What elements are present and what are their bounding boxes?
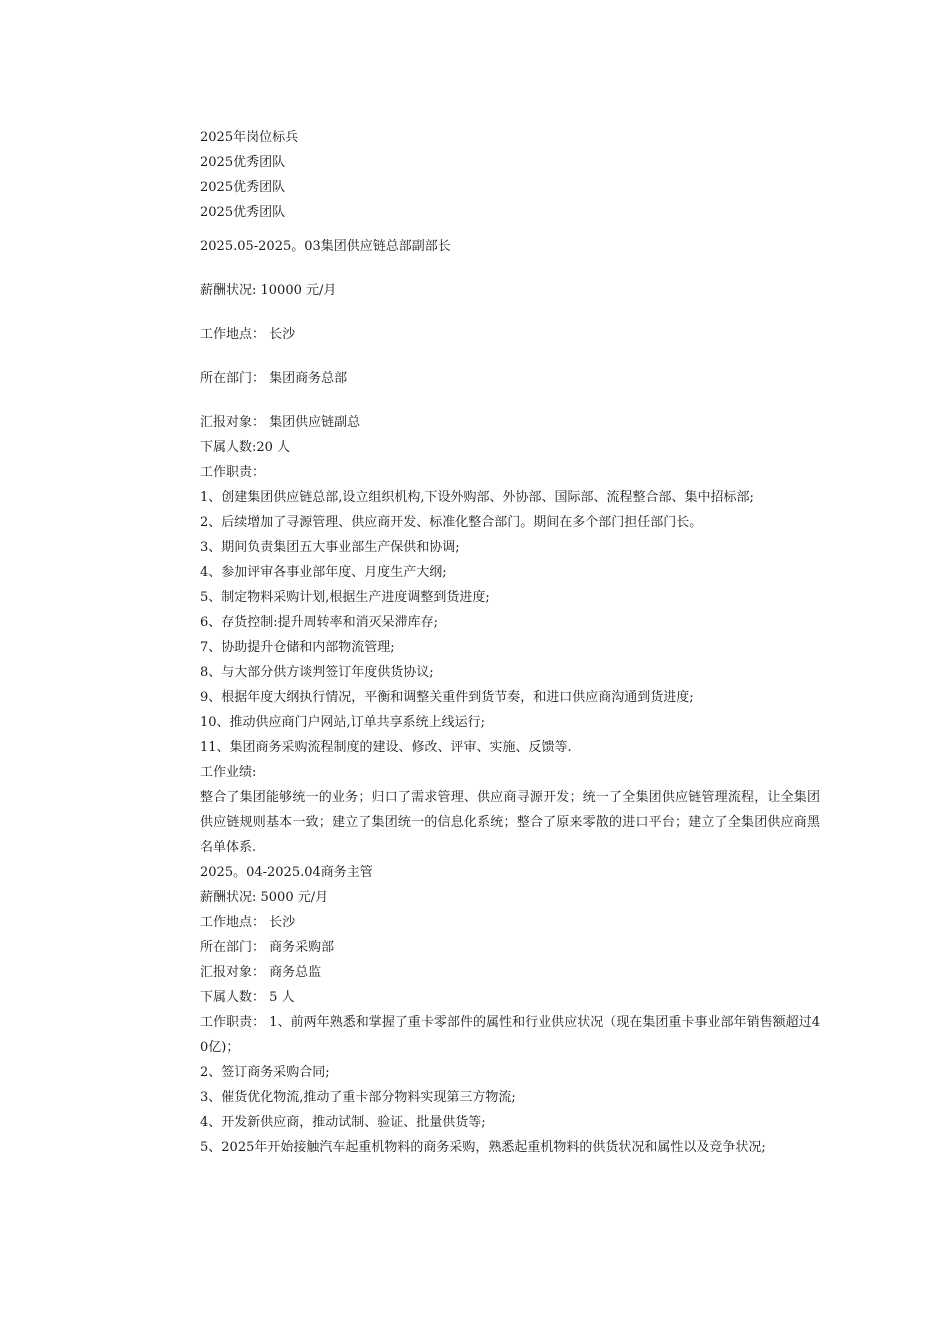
duties-list [200,485,820,760]
job-section-2 [200,860,820,1160]
honor-item: 2025优秀团队 [200,180,286,195]
department: 所在部门： 商务采购部 [200,940,335,955]
honor-item: 2025优秀团队 [200,155,286,170]
duties-first-item: 工作职责： 1、前两年熟悉和掌握了重卡零部件的属性和行业供应状况（现在集团重卡事业部年销售额超过40亿)； [200,1015,820,1055]
job-section-1 [200,234,820,860]
report-to: 汇报对象： 集团供应链副总 [200,415,361,430]
duty-item: 4、参加评审各事业部年度、月度生产大纲; [200,565,447,580]
honor-item: 2025年岗位标兵 [200,130,299,145]
salary: 薪酬状况: 10000 元/月 [200,283,337,298]
work-location: 工作地点： 长沙 [200,327,296,342]
achievements-text: 整合了集团能够统一的业务；归口了需求管理、供应商寻源开发；统一了全集团供应链管理流程，让全集团供应链规则基本一致；建立了集团统一的信息化系统；整合了原来零散的进口平台；建立了全集团供应商黑名单体系. [200,790,820,855]
job-period-title: 2025.05-2025。03集团供应链总部副部长 [200,239,451,254]
duty-item: 6、存货控制:提升周转率和消灭呆滞库存; [200,615,439,630]
duties-list [200,1060,820,1160]
salary: 薪酬状况: 5000 元/月 [200,890,329,905]
duty-item: 7、协助提升仓储和内部物流管理; [200,640,395,655]
honor-item: 2025优秀团队 [200,205,286,220]
department: 所在部门： 集团商务总部 [200,371,348,386]
duty-item: 1、创建集团供应链总部,设立组织机构,下设外购部、外协部、国际部、流程整合部、集中招标部; [200,490,754,505]
duty-item: 11、集团商务采购流程制度的建设、修改、评审、实施、反馈等. [200,740,572,755]
subordinates: 下属人数:20 人 [200,440,291,455]
report-to: 汇报对象： 商务总监 [200,965,322,980]
work-location: 工作地点： 长沙 [200,915,296,930]
duty-item: 3、期间负责集团五大事业部生产保供和协调; [200,540,460,555]
duty-item: 2、签订商务采购合同; [200,1065,330,1080]
duties-heading: 工作职责： [200,465,266,480]
achievements-heading: 工作业绩: [200,765,257,780]
honors-list [200,125,820,225]
duty-item: 5、2025年开始接触汽车起重机物料的商务采购，熟悉起重机物料的供货状况和属性以及竞争状况; [200,1140,766,1155]
duty-item: 4、开发新供应商，推动试制、验证、批量供货等; [200,1115,486,1130]
duty-item: 9、根据年度大纲执行情况，平衡和调整关重件到货节奏，和进口供应商沟通到货进度; [200,690,694,705]
resume-page [200,125,820,1160]
duty-item: 8、与大部分供方谈判签订年度供货协议; [200,665,434,680]
duty-item: 5、制定物料采购计划,根据生产进度调整到货进度; [200,590,490,605]
job-period-title: 2025。04-2025.04商务主管 [200,865,373,880]
subordinates: 下属人数： 5 人 [200,990,295,1005]
duty-item: 10、推动供应商门户网站,订单共享系统上线运行; [200,715,486,730]
duty-item: 3、催货优化物流,推动了重卡部分物料实现第三方物流; [200,1090,516,1105]
duty-item: 2、后续增加了寻源管理、供应商开发、标准化整合部门。期间在多个部门担任部门长。 [200,515,703,530]
